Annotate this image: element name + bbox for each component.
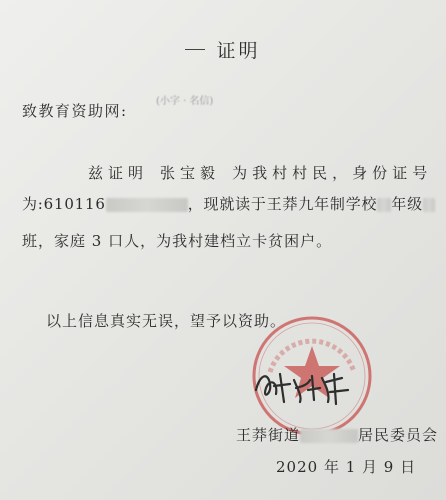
id-number-prefix: 为:610116: [22, 195, 106, 213]
redacted-village-name: [300, 429, 358, 443]
line1-token: 证: [392, 164, 413, 182]
line1-token: 为: [232, 164, 253, 182]
redacted-grade: [377, 198, 391, 212]
body-line-2: [22, 193, 435, 214]
redacted-id-number: [106, 198, 188, 212]
line1-token: 兹: [88, 164, 109, 182]
school-text: ，现就读于王莽九年制学校: [187, 195, 378, 213]
line1-token: 号: [412, 164, 433, 182]
faint-handwritten-note: (小字 · 名信): [156, 96, 214, 107]
line1-token: 证: [108, 164, 129, 182]
person-name: 张宝毅: [160, 164, 221, 182]
issue-date: 2020 年 1 月 9 日: [276, 458, 417, 476]
body-line-1: [88, 162, 432, 183]
line1-token: 明: [128, 164, 149, 182]
committee-line: [236, 424, 438, 445]
line1-token: 民: [312, 164, 333, 182]
committee-prefix: 王莽街道: [236, 426, 301, 444]
recipient-line: 致教育资助网:: [22, 102, 128, 120]
body-line-4: 以上信息真实无误，望予以资助。: [46, 312, 287, 330]
line1-token: 村: [292, 164, 313, 182]
handwritten-signature: [250, 360, 360, 410]
line1-token: 村: [272, 164, 293, 182]
line1-token: 我: [252, 164, 273, 182]
redacted-class: [423, 198, 435, 212]
body-line-3: 班，家庭 3 口人，为我村建档立卡贫困户。: [22, 232, 333, 250]
grade-label: 年级: [391, 195, 423, 213]
document-title: 证明: [216, 40, 261, 62]
line1-token: ，: [332, 164, 353, 182]
line1-token: 份: [372, 164, 393, 182]
committee-suffix: 居民委员会: [358, 426, 439, 444]
line1-token: 身: [352, 164, 373, 182]
title-block: [0, 36, 446, 63]
title-dash: [185, 49, 205, 50]
